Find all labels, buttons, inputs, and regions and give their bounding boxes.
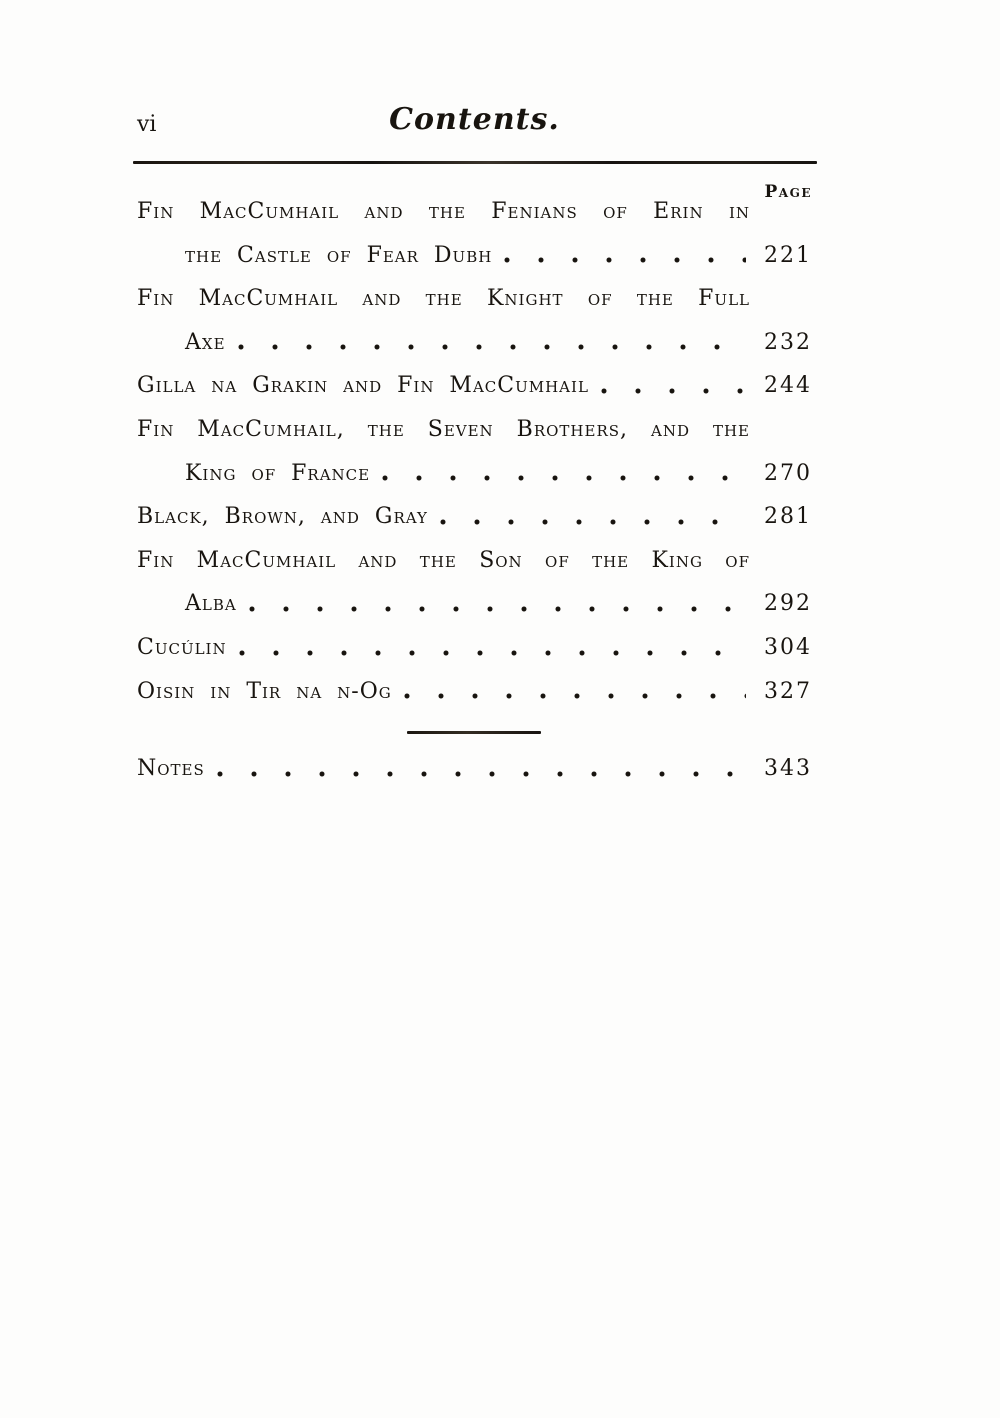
toc-entry-line: [137, 321, 812, 365]
toc-entry-continuation: Axe: [185, 329, 226, 355]
toc-entry: [137, 670, 812, 714]
page-title: Contents.: [389, 102, 560, 137]
page-number: 304: [764, 634, 812, 660]
leader-dots: [227, 626, 764, 670]
leader-dots: [392, 670, 764, 714]
toc-entry-title: Fin MacCumhail, the Seven Brothers, and the: [137, 416, 750, 442]
toc-entry: [137, 277, 812, 364]
leader-dots: [205, 747, 764, 791]
leader-dots: [237, 582, 764, 626]
page-number: 327: [764, 678, 812, 704]
toc-entry-title: Fin MacCumhail and the Fenians of Erin in: [137, 199, 750, 224]
toc-entry-continuation: Alba: [185, 591, 237, 617]
header-rule: [133, 161, 817, 164]
toc-entry-title: Fin MacCumhail and the Son of the King of: [137, 547, 750, 573]
toc-entry-title: Fin MacCumhail and the Knight of the Full: [137, 286, 750, 312]
page-number: 270: [764, 460, 812, 486]
toc-entry-notes: [137, 747, 812, 791]
toc-entry-line: [137, 364, 812, 408]
leader-dots: [370, 452, 764, 496]
toc-entry-line: [137, 670, 812, 714]
leader-dots: [226, 321, 764, 365]
toc-entry-title: Oisin in Tir na n-Og: [137, 678, 392, 704]
toc-entry-line: [137, 495, 812, 539]
toc-entry-line: [137, 626, 812, 670]
page-number: 292: [764, 591, 812, 617]
leader-dots: [492, 234, 764, 278]
toc-entry: [137, 364, 812, 408]
toc-entry: [137, 626, 812, 670]
toc-entry: [137, 408, 812, 495]
leader-dots: [589, 364, 764, 408]
page-number: 232: [764, 329, 812, 355]
leader-dots: [428, 495, 764, 539]
toc-entry-continuation: the Castle of Fear Dubh: [185, 242, 493, 268]
toc-entry-continuation: King of France: [185, 460, 371, 486]
toc-entry-title: Black, Brown, and Gray: [137, 504, 428, 530]
folio-page-number: vi: [137, 112, 157, 137]
section-divider-rule: [407, 731, 541, 734]
page-number: 281: [764, 504, 812, 530]
toc-entry-line: [137, 582, 812, 626]
page-number: 221: [764, 242, 812, 268]
toc-entry-title: Gilla na Grakin and Fin MacCumhail: [137, 373, 589, 399]
toc-entry: [137, 190, 812, 277]
table-of-contents: [137, 190, 812, 713]
toc-entry: [137, 495, 812, 539]
page-number: 244: [764, 373, 812, 399]
toc-entry-line: [137, 234, 812, 278]
toc-entry: [137, 539, 812, 626]
toc-entry-line: [137, 452, 812, 496]
toc-entry-title: Notes: [137, 756, 205, 781]
page-column-label: Page: [764, 182, 812, 202]
toc-entry-title: Cucúlin: [137, 634, 227, 660]
page-number: 343: [764, 756, 812, 781]
